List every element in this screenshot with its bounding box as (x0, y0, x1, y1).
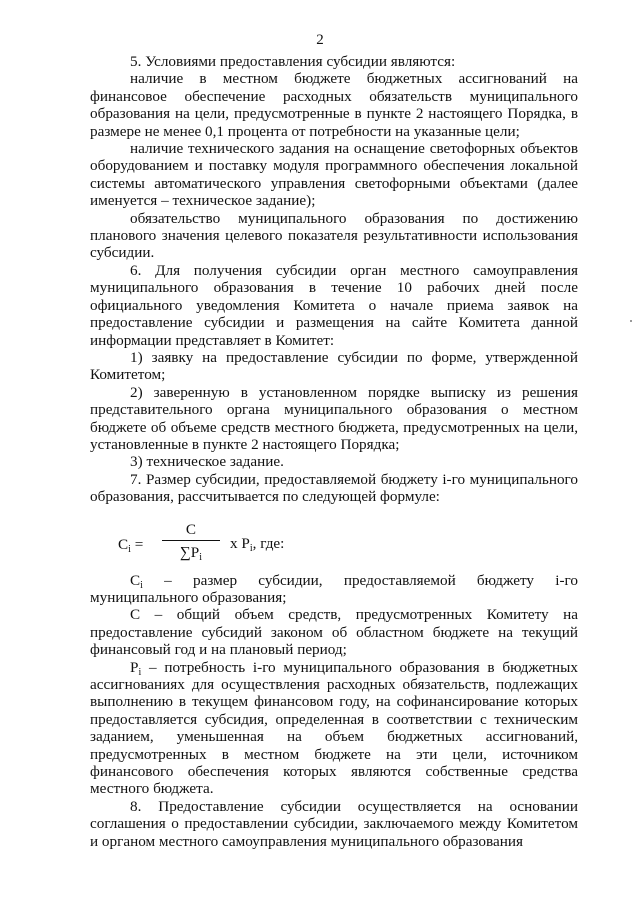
document-body (90, 53, 578, 850)
formula-numerator: C (185, 520, 197, 538)
paragraph-6: 6. Для получения субсидии орган местного самоуправления муниципального образования в течение 10 рабочих дней после официального уведомления Комитета о начале приема заявок на предоставление субсидии и размещения на сайте Комитета данной информации представляет в Комитет: (90, 261, 578, 349)
definition-c: С – общий объем средств, предусмотренных Комитету на предоставление субсидий законом об областном бюджете на текущий финансовый год и на плановый период; (90, 606, 578, 659)
subsidy-formula (90, 506, 578, 572)
condition-budget: наличие в местном бюджете бюджетных ассигнований на финансовое обеспечение расходных обязательств муниципального образования на цели, предусмотренные в пункте 2 настоящего Порядка, в размере не менее 0,1 процента от потребности на указанные цели; (90, 70, 578, 140)
paragraph-5-heading: 5. Условиями предоставления субсидии являются: (130, 53, 456, 70)
condition-technical-task: наличие технического задания на оснащение светофорных объектов оборудованием и поставку модуля программного обеспечения локальной системы автоматического управления светофорными объектами (далее именуется – техническое задание); (90, 140, 578, 210)
paragraph-7: 7. Размер субсидии, предоставляемой бюджету i-го муниципального образования, рассчитывается по следующей формуле: (90, 470, 578, 506)
formula-rhs: x $P_i$, где: (230, 534, 285, 554)
formula-denominator: $\sum P_i$ (179, 543, 203, 563)
page-number: 2 (316, 32, 324, 48)
condition-obligation: обязательство муниципального образования по достижению планового значения целевого показателя результативности использования субсидии. (90, 209, 578, 262)
definition-pi: $P_i$ – потребность i-го муниципального образования в бюджетных ассигнованиях для осуществления расходных обязательств, подлежащих выполнению в текущем финансовом году, на софинансирование которых предоставляется субсидия, определенная в соответствии с техническим заданием, уменьшенная на объем бюджетных ассигнований, предусмотренных в местном бюджете на эти цели, источником финансового обеспечения которых являются собственные средства местного бюджета. (90, 658, 578, 798)
formula-fraction (162, 521, 220, 561)
list-item-3: 3) техническое задание. (130, 453, 284, 471)
paragraph-8: 8. Предоставление субсидии осуществляется на основании соглашения о предоставлении субсидии, заключаемого между Комитетом и органом местного самоуправления муниципального образования (90, 797, 578, 850)
formula-lhs: $C_i$ = (118, 535, 144, 555)
fraction-bar (162, 540, 220, 541)
scan-speck (630, 320, 632, 322)
list-item-2: 2) заверенную в установленном порядке выписку из решения представительного органа муниципального образования о местном бюджете об объеме средств местного бюджета, предусмотренных на цели, установленные в пункте 2 настоящего Порядка; (90, 383, 578, 453)
definition-ci: $C_i$ – размер субсидии, предоставляемой бюджету i-го муниципального образования; (90, 571, 578, 606)
list-item-1: 1) заявку на предоставление субсидии по форме, утвержденной Комитетом; (90, 348, 578, 384)
